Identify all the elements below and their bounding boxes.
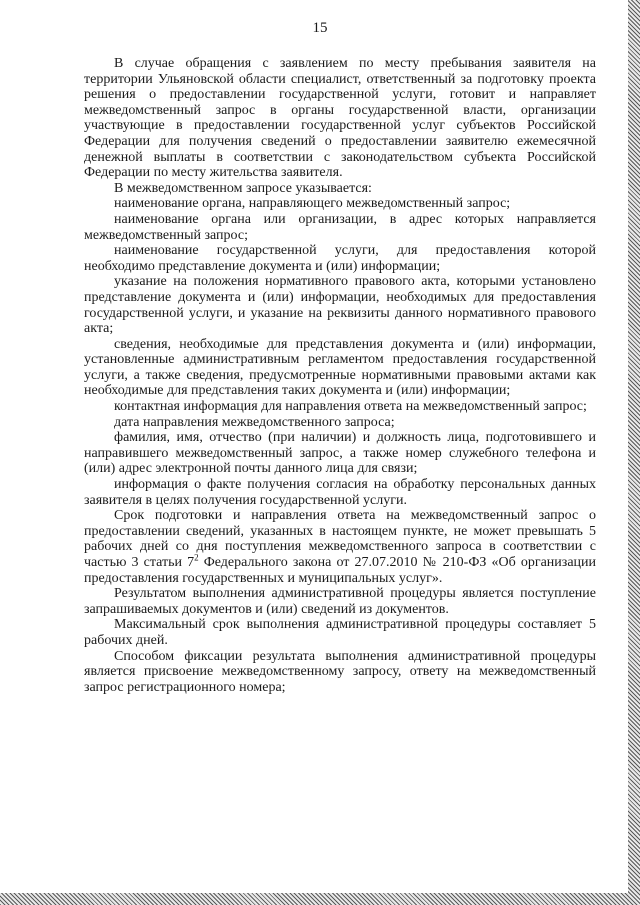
- list-item-consent-information: информация о факте получения согласия на обработку персональных данных заявителя в целях получения государственной услуги.: [84, 477, 596, 508]
- scan-edge-right: [628, 0, 640, 905]
- article-superscript: 2: [194, 552, 199, 563]
- list-item-service-name: наименование государственной услуги, для предоставления которой необходимо представление документа и (или) информации;: [84, 243, 596, 274]
- list-item-responsible-person: фамилия, имя, отчество (при наличии) и должность лица, подготовившего и направившего межведомственный запрос, а также номер служебного телефона и (или) адрес электронной почты данного лица для связи;: [84, 430, 596, 477]
- paragraph-procedure-result: Результатом выполнения административной процедуры является поступление запрашиваемых документов и (или) сведений из документов.: [84, 586, 596, 617]
- list-item-contact-information: контактная информация для направления ответа на межведомственный запрос;: [114, 399, 587, 415]
- term-text-part-2: Федерального закона от 27.07.2010 № 210-ФЗ «Об организации предоставления государственных и муниципальных услуг».: [84, 555, 597, 586]
- list-item-request-date: дата направления межведомственного запроса;: [114, 414, 395, 430]
- document-body: [84, 56, 596, 695]
- paragraph-request-intro: В случае обращения с заявлением по месту пребывания заявителя на территории Ульяновской области специалист, ответственный за подготовку проекта решения о предоставлении государственной услуги, готовит и направляет межведомственный запрос в органы государственной власти, организации участвующие в предоставлении государственной услуг субъектов Российской Федерации для получения сведений о предоставлении заявителю ежемесячной денежной выплаты в соответствии с законодательством субъекта Российской Федерации по месту жительства заявителя.: [84, 56, 596, 181]
- list-item-recipient-authority: наименование органа или организации, в адрес которых направляется межведомственный запрос;: [84, 211, 596, 243]
- paragraph-request-contents: В межведомственном запросе указывается:: [114, 180, 372, 196]
- scan-edge-bottom: [0, 893, 640, 905]
- list-item-legal-act-reference: указание на положения нормативного правового акта, которыми установлено представление документа и (или) информации, необходимых для предоставления государственной услуги, и указание на реквизиты данного нормативного правового акта;: [84, 274, 596, 337]
- paragraph-result-recording: Способом фиксации результата выполнения административной процедуры является присвоение межведомственному запросу, ответу на межведомственный запрос регистрационного номера;: [84, 648, 596, 695]
- paragraph-response-term: [84, 508, 596, 586]
- page-number: 15: [312, 20, 328, 36]
- list-item-sender-authority: наименование органа, направляющего межведомственный запрос;: [114, 196, 511, 212]
- term-text-part-1: Срок подготовки и направления ответа на межведомственный запрос о предоставлении сведений, указанных в настоящем пункте, не может превышать 5 рабочих дней со дня поступления межведомственного запроса в соответствии с частью 3 статьи 7: [84, 508, 596, 570]
- list-item-required-information: сведения, необходимые для представления документа и (или) информации, установленные административным регламентом предоставления государственной услуги, а также сведения, предусмотренные нормативными правовыми актами как необходимые для представления таких документа и (или) информации;: [84, 336, 596, 399]
- paragraph-maximum-term: Максимальный срок выполнения административной процедуры составляет 5 рабочих дней.: [84, 617, 596, 648]
